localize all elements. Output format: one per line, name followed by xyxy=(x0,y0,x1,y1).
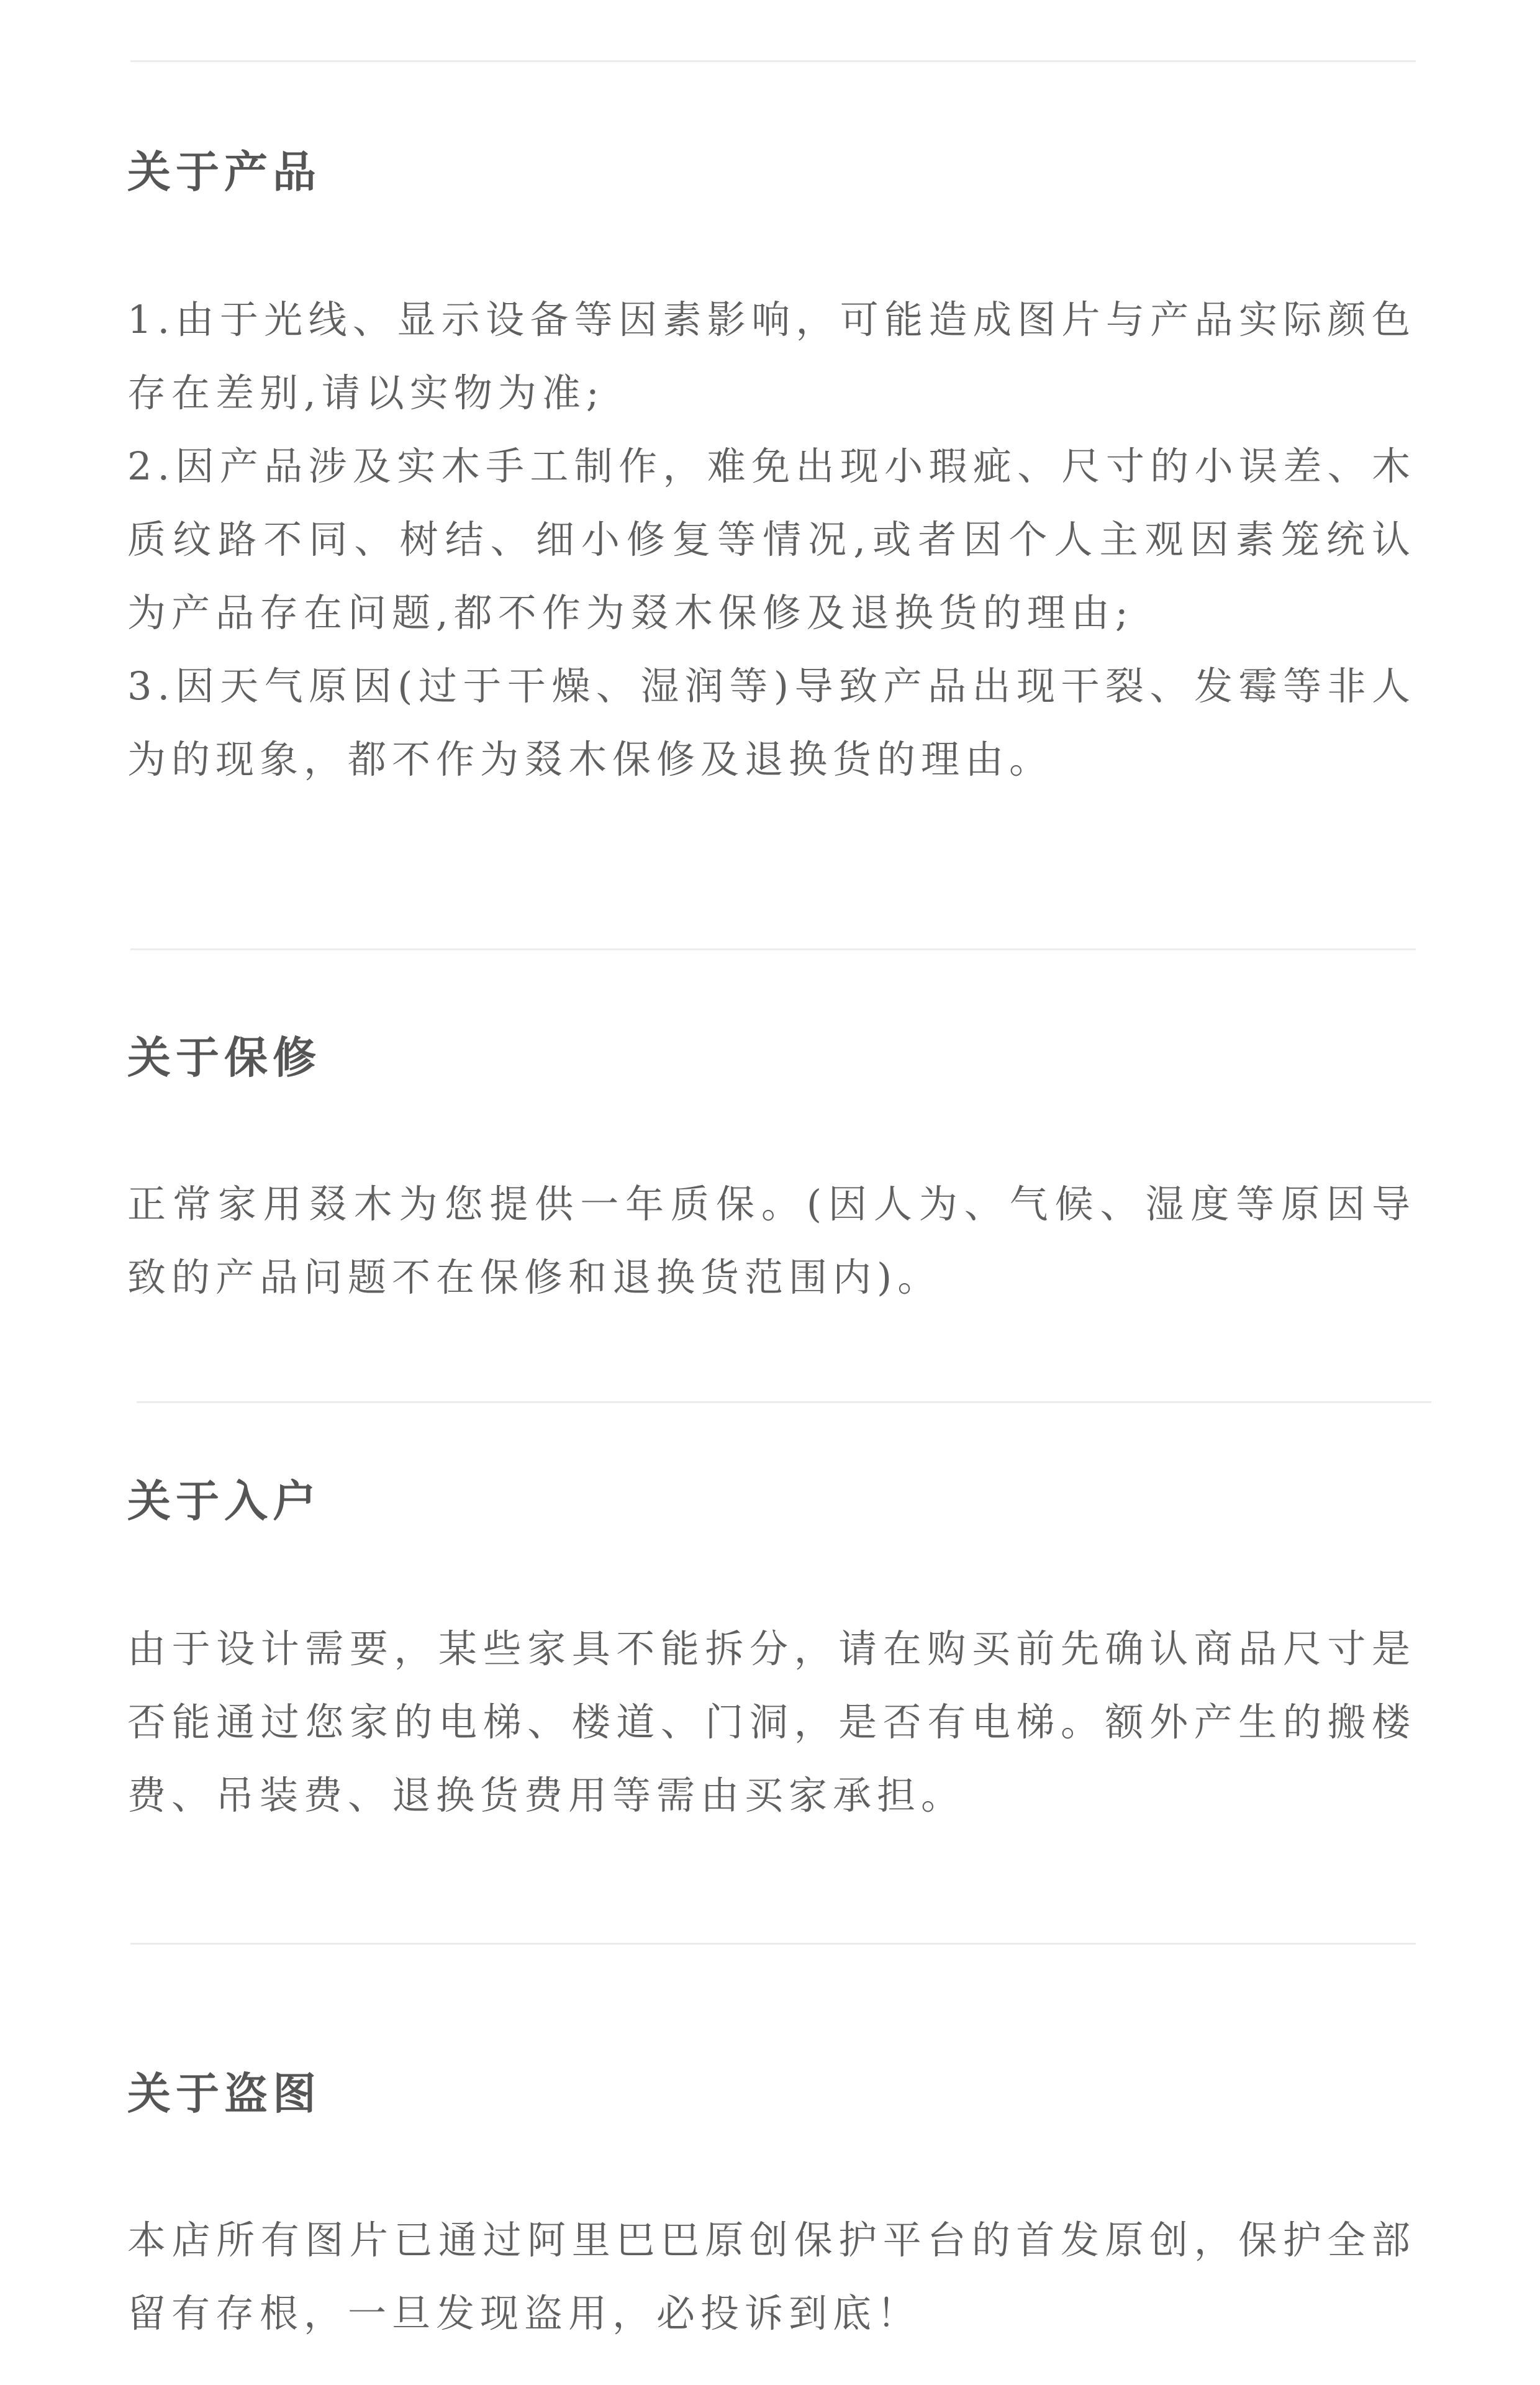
divider xyxy=(130,1943,1416,1945)
paragraph: 1.由于光线、显示设备等因素影响，可能造成图片与产品实际颜色存在差别,请以实物为准; xyxy=(127,297,1416,416)
divider xyxy=(137,1401,1431,1403)
section-heading: 关于保修 xyxy=(127,1032,321,1083)
section-heading: 关于入户 xyxy=(127,1475,321,1527)
section-body xyxy=(127,2204,1416,2350)
paragraph: 本店所有图片已通过阿里巴巴原创保护平台的首发原创，保护全部留有存根，一旦发现盗用，必投诉到底！ xyxy=(127,2217,1416,2336)
section-body xyxy=(127,1612,1416,1832)
section-heading: 关于产品 xyxy=(127,146,321,198)
paragraph: 3.因天气原因(过于干燥、湿润等)导致产品出现干裂、发霉等非人为的现象，都不作为叕木保修及退换货的理由。 xyxy=(127,663,1416,782)
paragraph: 由于设计需要，某些家具不能拆分，请在购买前先确认商品尺寸是否能通过您家的电梯、楼道、门洞，是否有电梯。额外产生的搬楼费、吊装费、退换货费用等需由买家承担。 xyxy=(127,1626,1416,1818)
paragraph: 正常家用叕木为您提供一年质保。(因人为、气候、湿度等原因导致的产品问题不在保修和退换货范围内)。 xyxy=(127,1181,1416,1300)
section-heading: 关于盗图 xyxy=(127,2068,321,2119)
divider xyxy=(130,60,1416,62)
paragraph: 2.因产品涉及实木手工制作，难免出现小瑕疵、尺寸的小误差、木质纹路不同、树结、细小修复等情况,或者因个人主观因素笼统认为产品存在问题,都不作为叕木保修及退换货的理由; xyxy=(127,443,1416,635)
section-body xyxy=(127,1168,1416,1314)
divider xyxy=(130,948,1416,950)
section-body xyxy=(127,283,1416,796)
